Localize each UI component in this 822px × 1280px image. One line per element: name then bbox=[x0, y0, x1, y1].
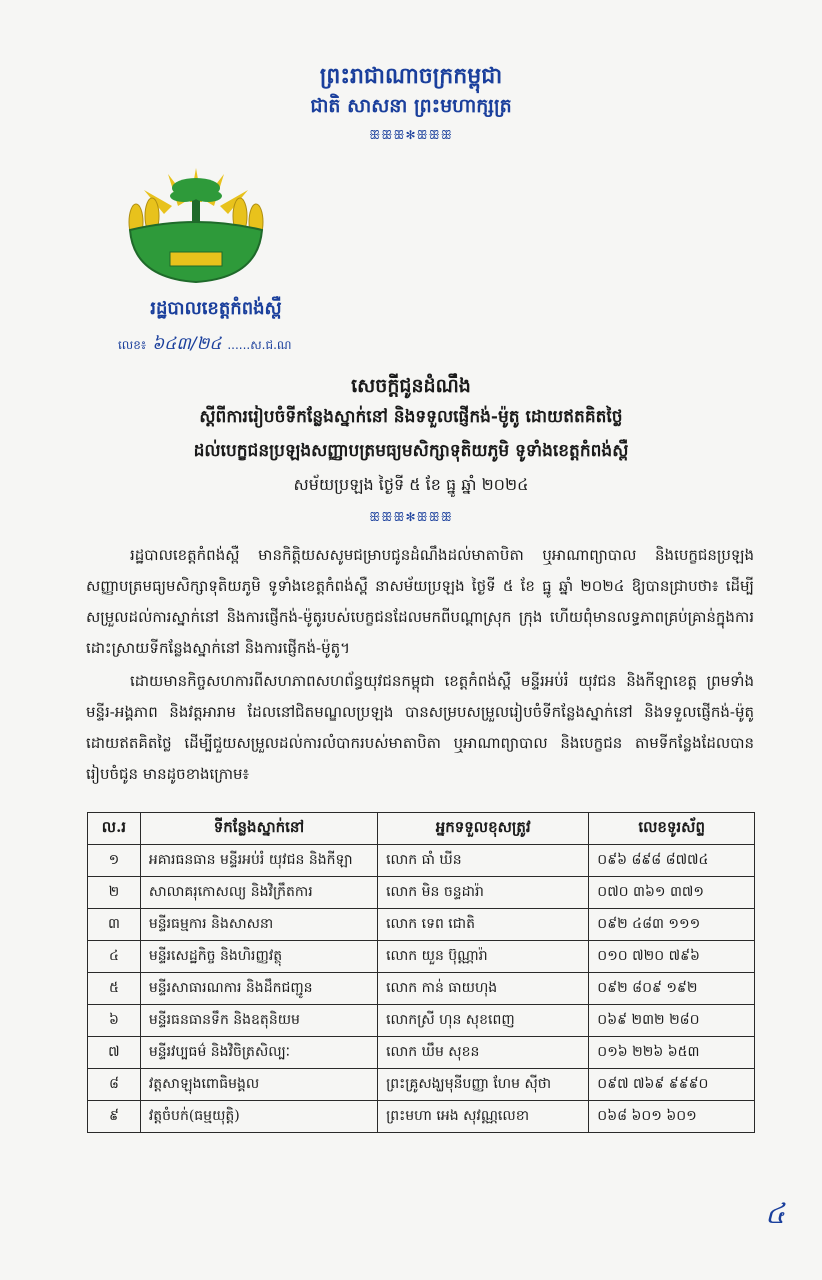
table-row bbox=[88, 909, 755, 941]
phone-number: ០៩២ ៤៨៣ ១១១ bbox=[589, 909, 755, 941]
place-name: មន្ទីរវប្បធម៌ និងវិចិត្រសិល្បៈ bbox=[140, 1037, 377, 1069]
row-number: ៩ bbox=[88, 1101, 141, 1133]
phone-number: ០៧០ ៣៦១ ៣៧១ bbox=[589, 877, 755, 909]
row-number: ១ bbox=[88, 845, 141, 877]
place-name: មន្ទីរសេដ្ឋកិច្ច និងហិរញ្ញវត្ថុ bbox=[140, 941, 377, 973]
row-number: ៦ bbox=[88, 1005, 141, 1037]
ref-suffix: ស.ជ.ណ bbox=[250, 338, 292, 352]
notice-title: សេចក្តីជូនដំណឹង bbox=[351, 375, 471, 397]
table-row bbox=[88, 877, 755, 909]
subject-line-1: ស្តីពីការរៀបចំទីកន្លែងស្នាក់នៅ និងទទួលផ្ញើកង់-ម៉ូតូ ដោយឥតគិតថ្លៃ bbox=[199, 407, 623, 427]
column-header-person: អ្នកទទួលខុសត្រូវ bbox=[378, 813, 589, 845]
body-paragraph-2: ដោយមានកិច្ចសហការពីសហភាពសហព័ន្ធយុវជនកម្ពុជា ខេត្តកំពង់ស្ពឺ មន្ទីរអប់រំ យុវជន និងកីឡាខេត្ត ព្រមទាំងមន្ទីរ-អង្គភាព និងវត្តអារាម ដែលនៅជិតមណ្ឌលប្រឡង បានសម្របសម្រួលរៀបចំទីកន្លែងស្នាក់នៅ និងទទួលផ្ញើកង់-ម៉ូតូ ដោយឥតគិតថ្លៃ ដើម្បីជួយសម្រួលដល់ការលំបាករបស់មាតាបិតា ឬអាណាព្យាបាល និងបេក្ខជន តាមទីកន្លែងដែលបានរៀបចំជូន មានដូចខាងក្រោម៖ bbox=[86, 672, 754, 783]
place-name: មន្ទីរធនធានទឹក និងឧតុនិយម bbox=[140, 1005, 377, 1037]
row-number: ២ bbox=[88, 877, 141, 909]
column-header-phone: លេខទូរស័ព្ទ bbox=[589, 813, 755, 845]
responsible-person: ព្រះគ្រូសង្ឃមុនីបញ្ញា ហែម ស៊ីថា bbox=[378, 1069, 589, 1101]
table-row bbox=[88, 1037, 755, 1069]
row-number: ៣ bbox=[88, 909, 141, 941]
phone-number: ០៦៨ ៦០១ ៦០១ bbox=[589, 1101, 755, 1133]
place-name: មន្ទីរសាធារណការ និងដឹកជញ្ជូន bbox=[140, 973, 377, 1005]
kingdom-title: ព្រះរាជាណាចក្រកម្ពុជា bbox=[319, 63, 503, 89]
province-logo-icon bbox=[118, 160, 274, 284]
page-number: ៤ bbox=[765, 1197, 785, 1230]
responsible-person: លោក ទេព ជោតិ bbox=[378, 909, 589, 941]
responsible-person: លោក មិន ចន្ទដារ៉ា bbox=[378, 877, 589, 909]
responsible-person: លោក ធាំ ឃីន bbox=[378, 845, 589, 877]
table-header-row bbox=[88, 813, 755, 845]
row-number: ៤ bbox=[88, 941, 141, 973]
column-header-no: ល.រ bbox=[88, 813, 141, 845]
ref-number: ៦៤៣/២៤ bbox=[152, 334, 222, 354]
table-row bbox=[88, 1005, 755, 1037]
responsible-person: ព្រះមហា អេង សុវណ្ណលេខា bbox=[378, 1101, 589, 1133]
table-row bbox=[88, 941, 755, 973]
responsible-person: លោក កាន់ ធាយហុង bbox=[378, 973, 589, 1005]
place-name: វត្តចំបក់(ធម្មយុត្តិ) bbox=[140, 1101, 377, 1133]
ref-prefix: លេខ៖ bbox=[118, 338, 147, 352]
title-ornament: ꕥꕥꕥ✻ꕥꕥꕥ bbox=[369, 510, 453, 524]
body-paragraph-1: រដ្ឋបាលខេត្តកំពង់ស្ពឺ មានកិត្តិយសសូមជម្រាបជូនដំណឹងដល់មាតាបិតា ឬអាណាព្យាបាល និងបេក្ខជនប្រឡងសញ្ញាបត្រមធ្យមសិក្សាទុតិយភូមិ ទូទាំងខេត្តកំពង់ស្ពឺ នាសម័យប្រឡង ថ្ងៃទី ៥ ខែ ធ្នូ ឆ្នាំ ២០២៤ ឱ្យបានជ្រាបថា៖ ដើម្បីសម្រួលដល់ការស្នាក់នៅ និងការផ្ញើកង់-ម៉ូតូរបស់បេក្ខជនដែលមកពីបណ្តាស្រុក ក្រុង ហើយពុំមានលទ្ធភាពគ្រប់គ្រាន់ក្នុងការដោះស្រាយទីកន្លែងស្នាក់នៅ និងការផ្ញើកង់-ម៉ូតូ។ bbox=[86, 546, 754, 657]
exam-session: សម័យប្រឡង ថ្ងៃទី ៥ ខែ ធ្នូ ឆ្នាំ ២០២៤ bbox=[293, 475, 529, 494]
national-motto: ជាតិ សាសនា ព្រះមហាក្សត្រ bbox=[310, 95, 512, 117]
phone-number: ០៩៦ ៨៩៨ ៨៧៧៤ bbox=[589, 845, 755, 877]
responsible-person: លោក ឃឹម សុខន bbox=[378, 1037, 589, 1069]
place-name: អគារធនធាន មន្ទីរអប់រំ យុវជន និងកីឡា bbox=[140, 845, 377, 877]
place-name: មន្ទីរធម្មការ និងសាសនា bbox=[140, 909, 377, 941]
header-ornament: ꕥꕥꕥ✻ꕥꕥꕥ bbox=[369, 128, 453, 142]
issuing-authority: រដ្ឋបាលខេត្តកំពង់ស្ពឺ bbox=[150, 298, 282, 319]
phone-number: ០៦៩ ២៣២ ២៨០ bbox=[589, 1005, 755, 1037]
accommodation-table bbox=[87, 812, 755, 1133]
row-number: ៨ bbox=[88, 1069, 141, 1101]
place-name: សាលាគរុកោសល្យ និងវិក្រឹតការ bbox=[140, 877, 377, 909]
responsible-person: លោក យួន ប៊ុណ្ណារ៉ា bbox=[378, 941, 589, 973]
table-row bbox=[88, 1101, 755, 1133]
phone-number: ០៩៧ ៧៦៩ ៩៩៩០ bbox=[589, 1069, 755, 1101]
table-row bbox=[88, 1069, 755, 1101]
responsible-person: លោកស្រី ហុន សុខពេញ bbox=[378, 1005, 589, 1037]
place-name: វត្តសាឡុងពោធិមង្គល bbox=[140, 1069, 377, 1101]
phone-number: ០១៦ ២២៦ ៦៥៣ bbox=[589, 1037, 755, 1069]
column-header-place: ទីកន្លែងស្នាក់នៅ bbox=[140, 813, 377, 845]
subject-line-2: ដល់បេក្ខជនប្រឡងសញ្ញាបត្រមធ្យមសិក្សាទុតិយភូមិ ទូទាំងខេត្តកំពង់ស្ពឺ bbox=[193, 441, 629, 461]
phone-number: ០៩២ ៨០៩ ១៩២ bbox=[589, 973, 755, 1005]
row-number: ៧ bbox=[88, 1037, 141, 1069]
phone-number: ០១០ ៧២០ ៧៩៦ bbox=[589, 941, 755, 973]
table-row bbox=[88, 973, 755, 1005]
row-number: ៥ bbox=[88, 973, 141, 1005]
table-row bbox=[88, 845, 755, 877]
reference-number: លេខ៖ ៦៤៣/២៤ ......ស.ជ.ណ bbox=[118, 334, 292, 354]
